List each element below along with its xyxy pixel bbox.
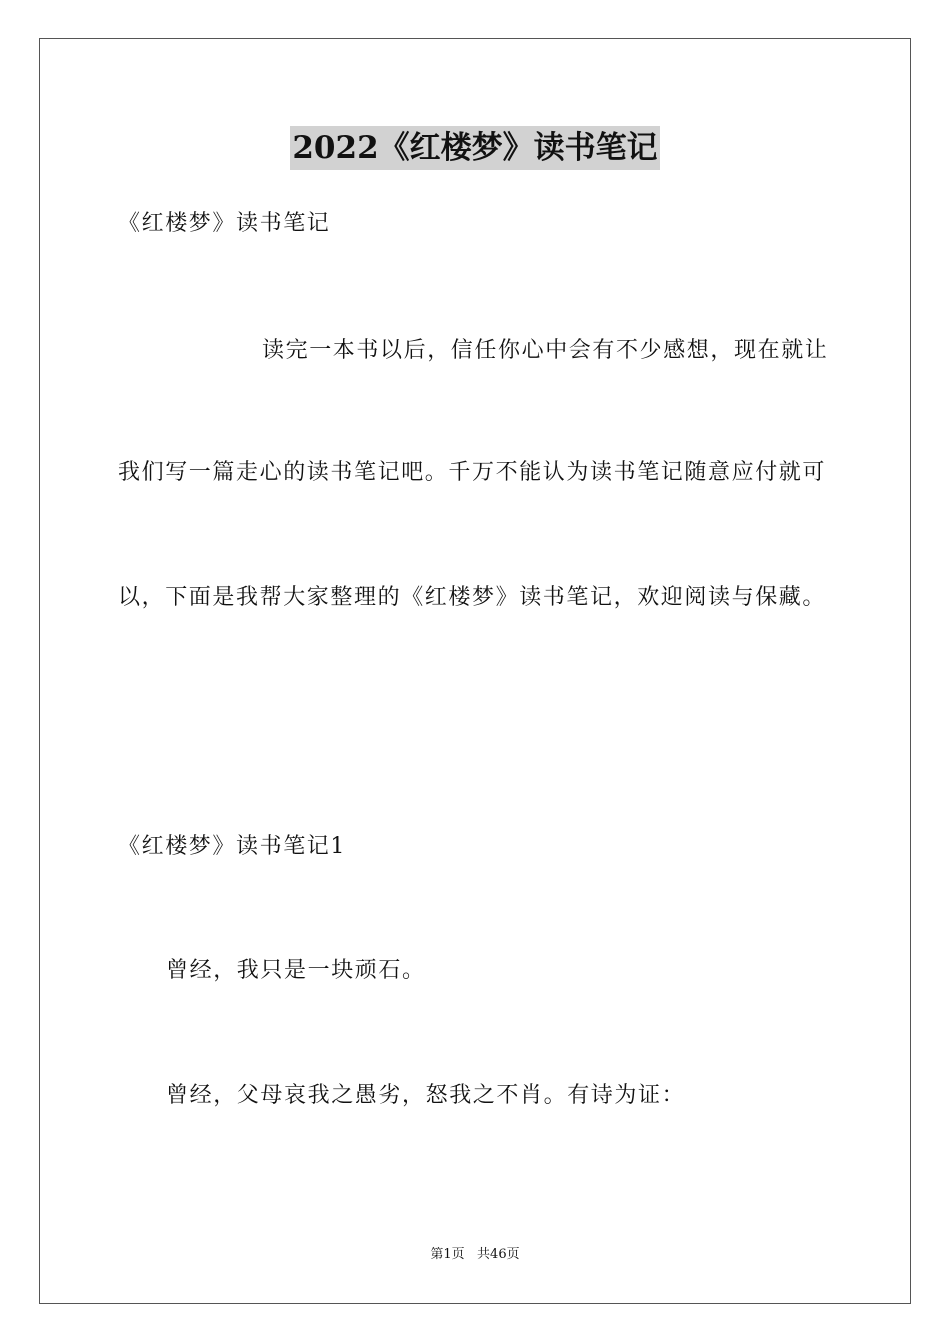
paragraph-line: 曾经，父母哀我之愚劣，怒我之不肖。有诗为证： bbox=[166, 1083, 686, 1108]
document-title: 2022《红楼梦》读书笔记 bbox=[290, 126, 659, 170]
section-heading: 《红楼梦》读书笔记1 bbox=[118, 834, 346, 859]
paragraph-line: 读完一本书以后，信任你心中会有不少感想，现在就让 bbox=[262, 338, 829, 363]
title-container bbox=[0, 126, 950, 170]
page-footer: 第1页 共46页 bbox=[430, 1247, 520, 1262]
paragraph-line: 以，下面是我帮大家整理的《红楼梦》读书笔记，欢迎阅读与保藏。 bbox=[118, 585, 827, 610]
subtitle-line: 《红楼梦》读书笔记 bbox=[118, 211, 331, 236]
paragraph-line: 我们写一篇走心的读书笔记吧。千万不能认为读书笔记随意应付就可 bbox=[118, 460, 827, 485]
paragraph-line: 曾经，我只是一块顽石。 bbox=[166, 958, 426, 983]
